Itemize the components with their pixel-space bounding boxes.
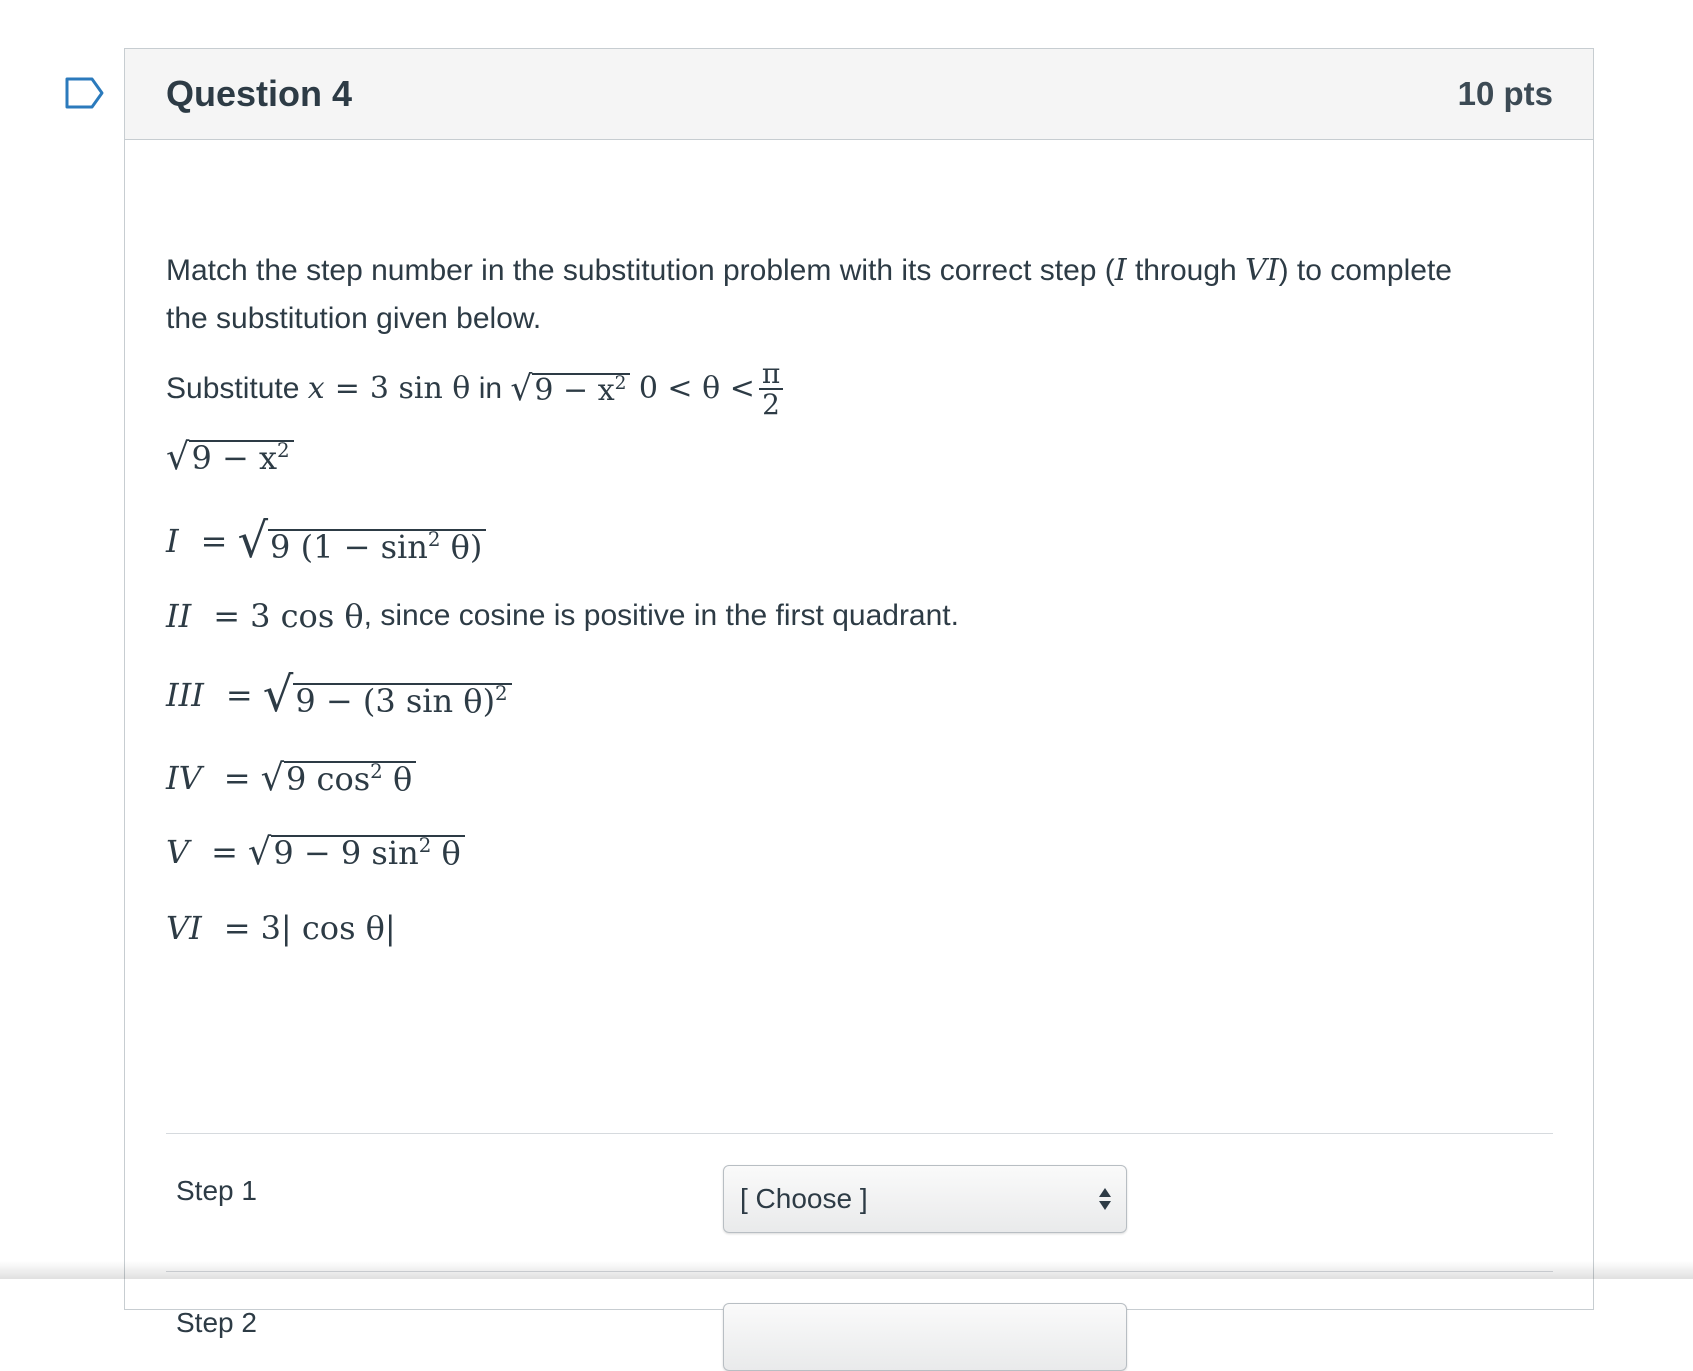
instructions-text: Match the step number in the substitution problem with its correct step (I through VI) to complete the substitution given below.: [166, 253, 1452, 335]
flag-question-icon[interactable]: [64, 76, 106, 110]
answer-step-2-select[interactable]: [723, 1303, 1127, 1371]
step-III: III = √ 9 − (3 sin θ)$^2$: [166, 671, 512, 719]
answer-step-1-label: Step 1: [176, 1175, 257, 1206]
question-points: 10 pts: [1457, 75, 1553, 112]
step-V: V = √ 9 − 9 $\sin^2 \theta$: [166, 833, 465, 871]
step-I: I = √ 9 $(1 - \sin^2 \theta)$: [166, 517, 486, 565]
select-arrows-icon: [1098, 1186, 1112, 1212]
question-title: Question 4: [166, 73, 353, 114]
step-VI: VI = 3| cos θ|: [166, 909, 396, 947]
step-IV: IV = √ 9 $\cos^2 \theta$: [166, 759, 416, 797]
start-expression: √ $9 - x^2$: [166, 439, 294, 476]
substitution-statement: Substitute x = 3 sin θ in √ $9 - x^2$ 0 < θ < $\frac{\pi}{2}$: [166, 359, 787, 420]
answer-step-1-value: [ Choose ]: [740, 1183, 868, 1214]
answer-step-1-select[interactable]: [723, 1165, 1127, 1233]
step-II: II = 3 cos θ , since cosine is positive in the first quadrant.: [166, 597, 959, 635]
question-header: [125, 49, 1593, 140]
answer-step-2-label: Step 2: [176, 1307, 257, 1338]
viewport-bottom-shadow: [0, 1261, 1693, 1279]
question-card: [124, 48, 1594, 1338]
divider: [166, 1133, 1553, 1134]
